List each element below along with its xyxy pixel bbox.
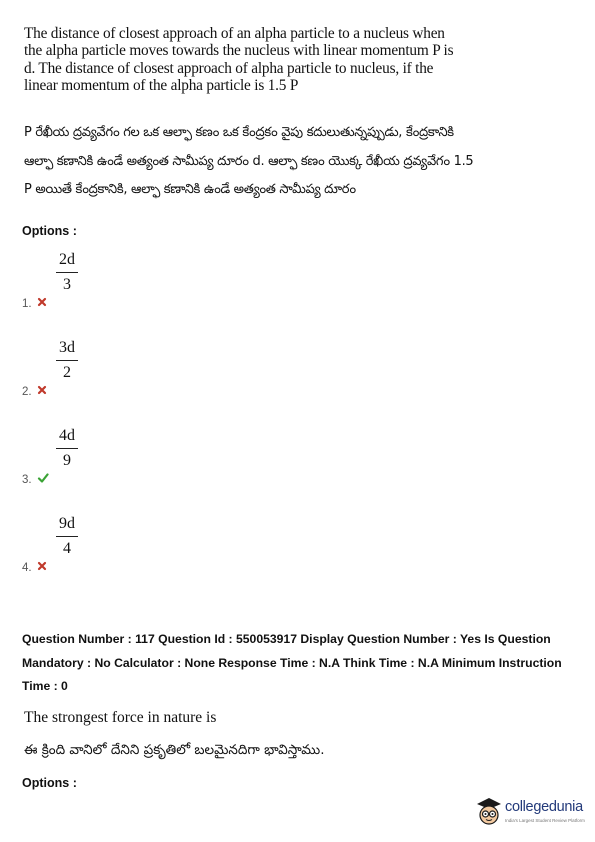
check-icon (37, 473, 49, 483)
question-2-text-english: The strongest force in nature is (24, 709, 217, 726)
option-fraction (56, 250, 78, 295)
logo-tagline: India's Largest Student Review Platform (505, 818, 585, 823)
fraction-numerator: 4d (59, 427, 75, 444)
option-number: 3. (22, 474, 32, 486)
options-label: Options : (22, 224, 77, 238)
cross-icon (37, 561, 47, 571)
fraction-denominator: 9 (63, 452, 71, 469)
fraction-denominator: 3 (63, 276, 71, 293)
option-fraction (56, 426, 78, 471)
question-2-text-telugu: ఈ క్రింది వానిలో దేనిని ప్రకృతిలో బలమైనదిగా భావిస్తాము. (24, 742, 325, 758)
question-text-telugu: P రేఖీయ ద్రవ్యవేగం గల ఒక ఆల్ఫా కణం ఒక కేంద్రకం వైపు కదులుతున్నప్పుడు, కేంద్రకానికి ఆల్ఫా కణానికి ఉండే అత్యంత సామీప్య దూరం d. ఆల్ఫా కణం యొక్క రేఖీయ ద్రవ్యవేగం 1.5 P అయితే కేంద్రకానికి, ఆల్ఫా కణానికి ఉండే అత్యంత సామీప్య దూరం (24, 125, 474, 197)
fraction-denominator: 2 (63, 364, 71, 381)
logo-name: collegedunia (505, 799, 583, 815)
option-1[interactable] (22, 250, 142, 310)
fraction-numerator: 3d (59, 339, 75, 356)
mascot-icon (474, 795, 504, 829)
fraction-numerator: 9d (59, 515, 75, 532)
option-number: 2. (22, 386, 32, 398)
cross-icon (37, 385, 47, 395)
fraction-denominator: 4 (63, 540, 71, 557)
question-metadata: Question Number : 117 Question Id : 550053917 Display Question Number : Yes Is Question Mandatory : No Calculator : None Response Time : N.A Think Time : N.A Minimum Instruction Time : 0 (22, 632, 562, 693)
collegedunia-logo (474, 795, 586, 831)
fraction-bar (56, 536, 78, 537)
option-fraction (56, 338, 78, 383)
option-number: 4. (22, 562, 32, 574)
option-3[interactable] (22, 426, 142, 486)
question-text-english: The distance of closest approach of an alpha particle to a nucleus when the alpha particle moves towards the nucleus with linear momentum P is d. The distance of closest approach of alpha particle to nucleus, if the linear momentum of the alpha particle is 1.5 P (24, 25, 454, 95)
option-2[interactable] (22, 338, 142, 398)
fraction-bar (56, 360, 78, 361)
option-number: 1. (22, 298, 32, 310)
fraction-numerator: 2d (59, 251, 75, 268)
cross-icon (37, 297, 47, 307)
fraction-bar (56, 448, 78, 449)
fraction-bar (56, 272, 78, 273)
options-label-2: Options : (22, 776, 77, 790)
option-fraction (56, 514, 78, 559)
option-4[interactable] (22, 514, 142, 574)
